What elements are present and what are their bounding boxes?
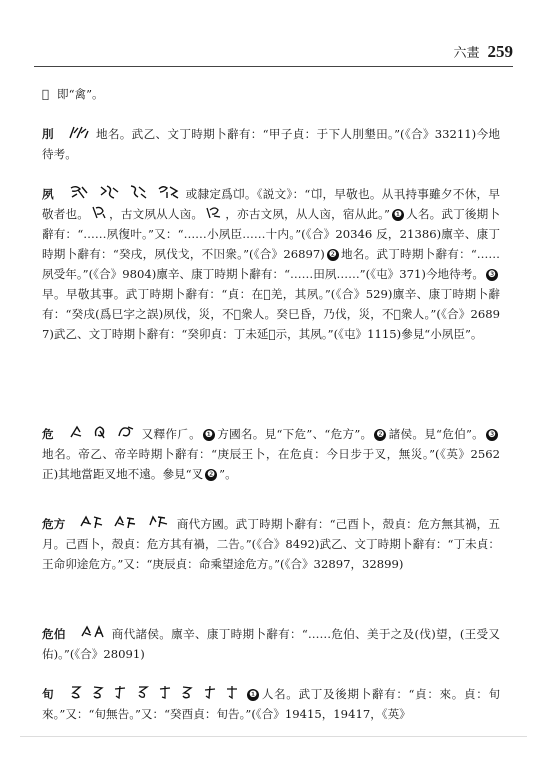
oracle-bone-glyph-icon — [91, 684, 105, 700]
sense-marker-2: ❷ — [328, 250, 337, 260]
headword: 𢏊 — [42, 87, 49, 101]
oracle-bone-glyph-icon — [91, 204, 107, 220]
sense-3-a: 地名。帝乙、帝辛時期卜辭有：“庚辰王卜，在危貞：今日步于叉，無災。”(《英》2562 正)其地當距叉地不遠。參見“叉 — [42, 447, 500, 481]
sense-marker-1: ❶ — [204, 430, 213, 440]
sense-2: 諸侯。見“危伯”。 — [388, 427, 484, 441]
sense-marker-3: ❸ — [487, 430, 497, 440]
header-text — [453, 42, 513, 62]
entry-text-a: 或隸定爲𠨑。《説文》：“𠨑，早敬也。从丮持事雖夕不休，早敬者也。 — [42, 187, 501, 221]
running-header — [34, 36, 513, 64]
headword: 危伯 — [42, 627, 66, 641]
sense-marker-1: ❶ — [393, 210, 403, 220]
page-number: 259 — [487, 42, 513, 61]
oracle-bone-glyph-icon — [205, 204, 223, 220]
oracle-bone-glyph-icon — [113, 684, 127, 700]
entry-text-a: 又釋作𠂆。 — [141, 427, 201, 441]
oracle-bone-glyph-icon — [156, 184, 180, 200]
headword: 危 — [42, 427, 54, 441]
entry-xun — [42, 684, 500, 724]
sense-marker-2: ❷ — [207, 470, 216, 480]
headword: 刖 — [42, 127, 54, 141]
oracle-bone-glyph-icon — [98, 184, 120, 200]
headword: 危方 — [42, 517, 66, 531]
oracle-bone-glyph-icon — [147, 514, 171, 530]
sense-marker-3: ❸ — [487, 270, 497, 280]
entry-text: 商代諸侯。廪辛、康丁時期卜辭有：“……危伯、美于之及(伐)望，(王受又佑)。”(《合》28091) — [42, 627, 501, 661]
oracle-bone-glyph-icon — [80, 624, 106, 640]
entry-su — [42, 184, 500, 344]
oracle-bone-glyph-icon — [203, 684, 217, 700]
headword: 夙 — [42, 187, 54, 201]
header-rule — [34, 66, 513, 67]
oracle-bone-glyph-icon — [92, 424, 108, 440]
entry-text-b: ，古文夙从人㐫。 — [109, 207, 204, 221]
sense-3-b: ”。 — [219, 467, 237, 481]
oracle-bone-glyph-icon — [158, 684, 172, 700]
oracle-bone-glyph-icon — [180, 684, 194, 700]
oracle-bone-glyph-icon — [116, 424, 136, 440]
oracle-bone-glyph-icon — [69, 684, 83, 700]
entry-wei — [42, 424, 500, 484]
entry-yue — [42, 124, 500, 164]
oracle-bone-glyph-icon — [113, 514, 139, 530]
oracle-bone-glyph-icon — [136, 684, 150, 700]
entry-qin — [42, 84, 500, 104]
entry-text: 地名。武乙、文丁時期卜辭有：“甲子貞：于下人刖墾田。”(《合》33211)今地待考。 — [42, 127, 501, 161]
sense-1: 人名。武丁及後期卜辭有：“貞：來。貞：旬來。”又：“旬無告。”又：“癸酉貞：旬告。”(《合》19415，19417，《英》 — [42, 687, 501, 721]
headword: 旬 — [42, 687, 55, 701]
sense-3: 早。早敬其事。武丁時期卜辭有：“貞：在𡵂羌，其夙。”(《合》529)廪辛、康丁時期卜辭有：“癸戌(爲巳字之誤)夙伐，災，不𡆥衆人。癸巳昏，乃伐，災，不𡆥衆人。”(《合》26897)武乙、文丁時期卜辭有：“癸卯貞：丁未延𠭯示，其夙。”(《屯》1115)參見“小夙臣”。 — [42, 287, 500, 341]
oracle-bone-glyph-icon — [128, 184, 148, 200]
entry-text: 商代方國。武丁時期卜辭有：“己酉卜，殻貞：危方無其禍，五月。己酉卜，殻貞：危方其有禍，二告。”(《合》8492)武乙、文丁時期卜辭有：“丁未貞：王命卯途危方。”又：“庚辰貞：命乘望途危方。”(《合》32897，32899) — [42, 517, 500, 571]
section-label: 六畫 — [453, 46, 480, 61]
entry-text-c: ，亦古文夙，从人㐫，宿从此。” — [225, 207, 390, 221]
sense-marker-1: ❶ — [249, 690, 258, 700]
entry-text: 即“禽”。 — [56, 87, 104, 101]
sense-2: 地名。武丁時期卜辭有：“……夙受年。”(《合》9804)廪辛、康丁時期卜辭有：“……田夙……”(《屯》371)今地待考。 — [42, 247, 500, 281]
page-edge — [20, 736, 527, 737]
oracle-bone-glyph-icon — [68, 184, 90, 200]
sense-1: 人名。武丁後期卜辭有：“……夙復叶。”又：“……小夙臣……十内。”(《合》20346 反，21386)廪辛、康丁時期卜辭有：“癸戌，夙伐戈，不𡆥衆。”(《合》26897) — [42, 207, 500, 261]
oracle-bone-glyph-icon — [68, 125, 90, 140]
entry-weibo — [42, 624, 500, 664]
entry-weifang — [42, 514, 500, 574]
sense-marker-2: ❷ — [376, 430, 385, 440]
oracle-bone-glyph-icon — [68, 424, 84, 440]
oracle-bone-glyph-icon — [225, 684, 239, 700]
sense-1: 方國名。見“下危”、“危方”。 — [216, 427, 373, 441]
oracle-bone-glyph-icon — [79, 514, 105, 530]
